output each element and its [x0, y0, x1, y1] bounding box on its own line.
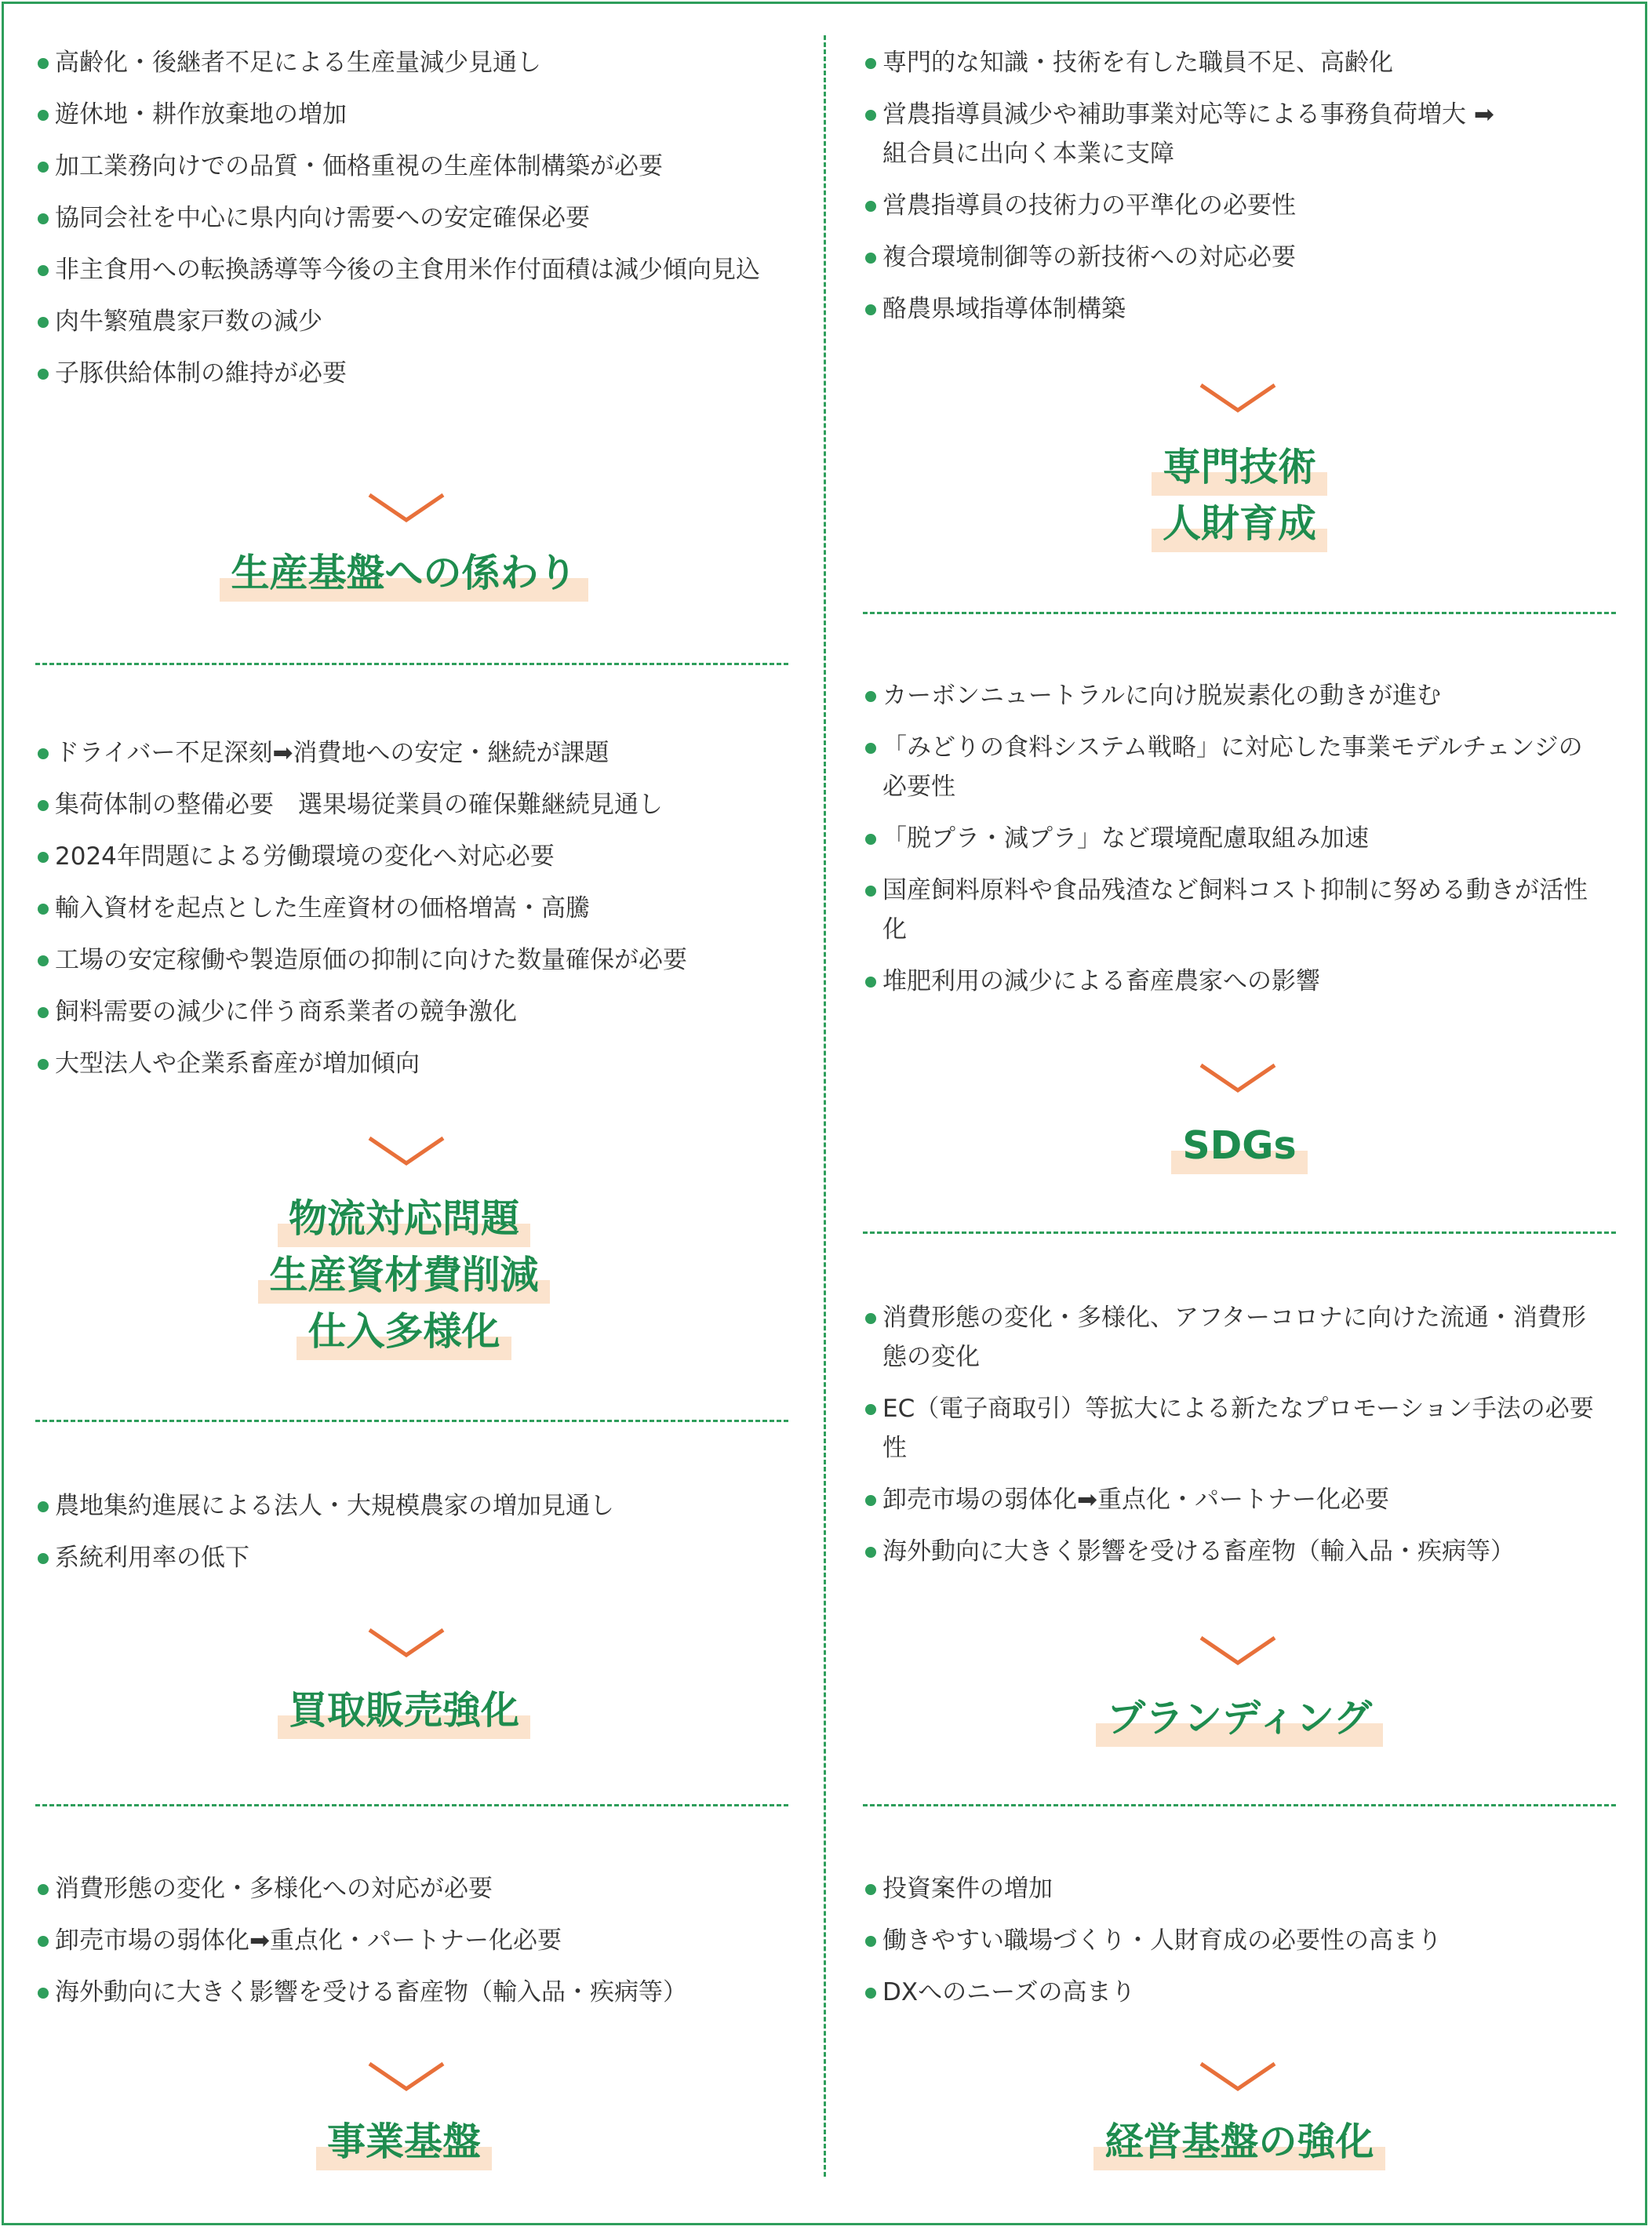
section-branding: [865, 1298, 1618, 1584]
issue-item: 飼料需要の減少に伴う商系業者の競争激化: [38, 992, 791, 1031]
section-title: [863, 1690, 1616, 1747]
issue-list: [865, 1869, 1618, 2012]
issue-list: [865, 43, 1618, 329]
title-line: 事業基盤: [316, 2114, 492, 2170]
chevron-down-icon: [1199, 383, 1277, 414]
chevron-down-icon: [367, 493, 446, 524]
issue-item: カーボンニュートラルに向け脱炭素化の動きが進む: [865, 676, 1618, 715]
issue-item: 投資案件の増加: [865, 1869, 1618, 1908]
issue-item: 海外動向に大きく影響を受ける畜産物（輸入品・疾病等）: [865, 1532, 1618, 1571]
issue-item: 高齢化・後継者不足による生産量減少見通し: [38, 43, 791, 82]
title-line: ブランディング: [1096, 1690, 1383, 1747]
issue-item: 働きやすい職場づくり・人財育成の必要性の高まり: [865, 1921, 1618, 1960]
chevron-down-icon: [367, 1628, 446, 1659]
issue-item: 工場の安定稼働や製造原価の抑制に向けた数量確保が必要: [38, 940, 791, 980]
issue-item: 大型法人や企業系畜産が増加傾向: [38, 1044, 791, 1083]
chevron-down-icon: [367, 1136, 446, 1167]
issue-item: 複合環境制御等の新技術への対応必要: [865, 238, 1618, 277]
issue-item: 消費形態の変化・多様化への対応が必要: [38, 1869, 791, 1908]
issue-item: 輸入資材を起点とした生産資材の価格増嵩・高騰: [38, 889, 791, 928]
issue-item: 卸売市場の弱体化➡重点化・パートナー化必要: [38, 1921, 791, 1960]
divider-left-2: [35, 1420, 788, 1422]
issue-item: 非主食用への転換誘導等今後の主食用米作付面積は減少傾向見込: [38, 250, 791, 289]
section-production-base: [38, 43, 791, 406]
section-title: [863, 439, 1616, 552]
divider-right-2: [863, 1231, 1616, 1234]
issue-list: [865, 676, 1618, 1001]
title-line: 生産資材費削減: [258, 1247, 549, 1304]
issue-item: 国産飼料原料や食品残渣など飼料コスト抑制に努める動きが活性化: [865, 871, 1618, 949]
issue-item: 協同会社を中心に県内向け需要への安定確保必要: [38, 198, 791, 238]
issue-list: [865, 1298, 1618, 1571]
issue-item: 海外動向に大きく影響を受ける畜産物（輸入品・疾病等）: [38, 1973, 791, 2012]
section-title: [35, 1683, 773, 1739]
issue-item: 農地集約進展による法人・大規模農家の増加見通し: [38, 1486, 791, 1526]
issue-item: 営農指導員減少や補助事業対応等による事務負荷増大 ➡組合員に出向く本業に支障: [865, 95, 1618, 173]
divider-right-1: [863, 612, 1616, 614]
title-line: 買取販売強化: [278, 1683, 530, 1739]
issue-list: [38, 733, 791, 1083]
section-title: [863, 2114, 1616, 2170]
issue-item: EC（電子商取引）等拡大による新たなプロモーション手法の必要性: [865, 1389, 1618, 1468]
issue-item: 卸売市場の弱体化➡重点化・パートナー化必要: [865, 1480, 1618, 1519]
chevron-down-icon: [1199, 1635, 1277, 1667]
section-sdgs: [865, 676, 1618, 1013]
title-line: 経営基盤の強化: [1093, 2114, 1385, 2170]
issue-list: [38, 1869, 791, 2012]
section-management-base: [865, 1869, 1618, 2024]
divider-left-1: [35, 663, 788, 665]
title-line: SDGs: [1171, 1118, 1307, 1174]
title-line: 専門技術: [1152, 439, 1327, 496]
issue-list: [38, 1486, 791, 1577]
issue-item: 集荷体制の整備必要 選果場従業員の確保難継続見通し: [38, 785, 791, 824]
issue-item: 「みどりの食料システム戦略」に対応した事業モデルチェンジの必要性: [865, 728, 1618, 806]
divider-left-3: [35, 1804, 788, 1806]
issue-item: 肉牛繁殖農家戸数の減少: [38, 302, 791, 341]
issue-item: 酪農県域指導体制構築: [865, 289, 1618, 329]
issue-item: DXへのニーズの高まり: [865, 1973, 1618, 2012]
section-logistics: [38, 733, 791, 1096]
issue-item: 遊休地・耕作放棄地の増加: [38, 95, 791, 134]
section-title: [35, 545, 773, 602]
title-line: 人財育成: [1152, 496, 1327, 552]
issue-item: 営農指導員の技術力の平準化の必要性: [865, 186, 1618, 225]
issue-item: 「脱プラ・減プラ」など環境配慮取組み加速: [865, 819, 1618, 858]
issue-item: 専門的な知識・技術を有した職員不足、高齢化: [865, 43, 1618, 82]
title-line: 仕入多様化: [297, 1304, 511, 1360]
issue-item: 系統利用率の低下: [38, 1538, 791, 1577]
chevron-down-icon: [1199, 2061, 1277, 2093]
section-title: [863, 1118, 1616, 1174]
section-expertise: [865, 43, 1618, 341]
section-title: [35, 1191, 773, 1360]
title-line: 生産基盤への係わり: [220, 545, 588, 602]
chevron-down-icon: [1199, 1063, 1277, 1094]
divider-right-3: [863, 1804, 1616, 1806]
title-line: 物流対応問題: [278, 1191, 530, 1247]
issue-item: 堆肥利用の減少による畜産農家への影響: [865, 962, 1618, 1001]
issue-list: [38, 43, 791, 393]
issue-item: 消費形態の変化・多様化、アフターコロナに向けた流通・消費形態の変化: [865, 1298, 1618, 1377]
section-title: [35, 2114, 773, 2170]
section-business-base: [38, 1869, 791, 2024]
issue-item: 2024年問題による労働環境の変化へ対応必要: [38, 837, 791, 876]
issue-item: ドライバー不足深刻➡消費地への安定・継続が課題: [38, 733, 791, 773]
issue-item: 子豚供給体制の維持が必要: [38, 354, 791, 393]
issue-item: 加工業務向けでの品質・価格重視の生産体制構築が必要: [38, 147, 791, 186]
chevron-down-icon: [367, 2061, 446, 2093]
section-purchase-sales: [38, 1486, 791, 1590]
vertical-divider: [824, 35, 826, 2177]
